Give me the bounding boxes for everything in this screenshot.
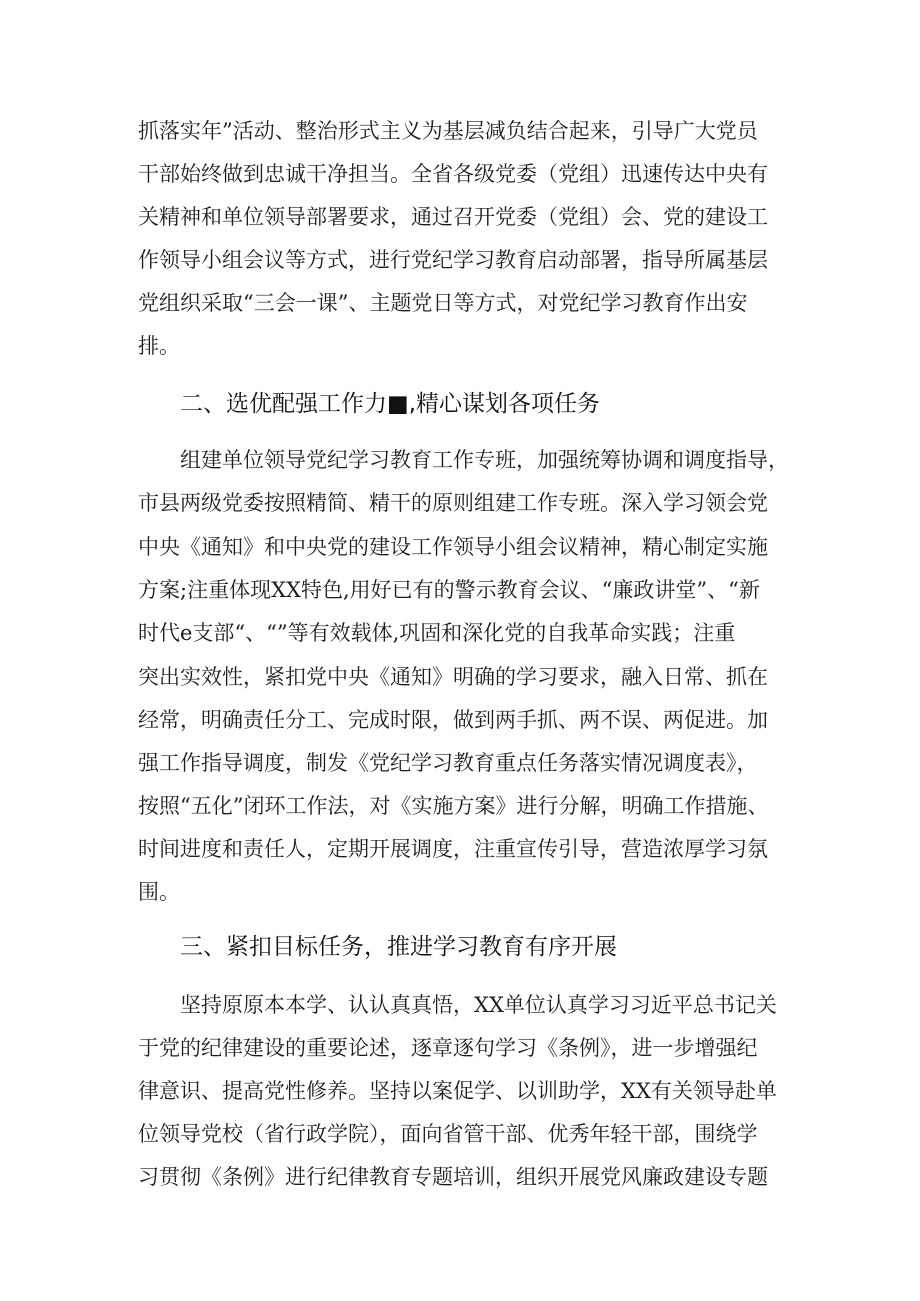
paragraph-line: 律意识、提高党性修养。坚持以案促学、以训助学，XX有关领导赴单 bbox=[138, 1079, 777, 1103]
paragraph-line: 围。 bbox=[138, 880, 180, 904]
paragraph-line: 坚持原原本本学、认认真真悟，XX单位认真学习习近平总书记关 bbox=[180, 993, 777, 1017]
paragraph-line: 突出实效性，紧扣党中央《通知》明确的学习要求，融入日常、抓在 bbox=[138, 665, 768, 689]
paragraph-line: 位领导党校（省行政学院），面向省管干部、优秀年轻干部，围绕学 bbox=[138, 1122, 758, 1146]
paragraph-line: 中央《通知》和中央党的建设工作领导小组会议精神，精心制定实施 bbox=[138, 535, 768, 559]
paragraph-line: 经常，明确责任分工、完成时限，做到两手抓、两不误、两促进。加 bbox=[138, 708, 768, 732]
section-heading-3: 三、紧扣目标任务，推进学习教育有序开展 bbox=[180, 934, 617, 960]
paragraph-line: 关精神和单位领导部署要求，通过召开党委（党组）会、党的建设工 bbox=[138, 205, 768, 229]
paragraph-line: 抓落实年”活动、整治形式主义为基层减负结合起来，引导广大党员 bbox=[138, 119, 758, 143]
paragraph-line: 时间进度和责任人，定期开展调度，注重宣传引导，营造浓厚学习氛 bbox=[138, 837, 768, 861]
paragraph-line: 方案;注重体现XX特色,用好已有的警示教育会议、“廉政讲堂”、“新 bbox=[138, 578, 760, 602]
paragraph-line: 市县两级党委按照精简、精干的原则组建工作专班。深入学习领会党 bbox=[138, 491, 768, 515]
paragraph-line: 强工作指导调度，制发《党纪学习教育重点任务落实情况调度表》， bbox=[138, 751, 758, 775]
section-heading-2: 二、选优配强工作力■,精心谋划各项任务 bbox=[180, 391, 601, 417]
paragraph-line: 干部始终做到忠诚干净担当。全省各级党委（党组）迅速传达中央有 bbox=[138, 162, 768, 186]
paragraph-line: 作领导小组会议等方式，进行党纪学习教育启动部署，指导所属基层 bbox=[138, 248, 768, 272]
paragraph-line: 党组织采取“三会一课”、主题党日等方式，对党纪学习教育作出安 bbox=[138, 291, 748, 315]
paragraph-line: 组建单位领导党纪学习教育工作专班，加强统筹协调和调度指导， bbox=[180, 448, 789, 472]
paragraph-line: 时代e支部“、“”等有效载体,巩固和深化党的自我革命实践；注重 bbox=[138, 621, 736, 645]
paragraph-line: 按照“五化”闭环工作法，对《实施方案》进行分解，明确工作措施、 bbox=[138, 794, 769, 818]
paragraph-line: 排。 bbox=[138, 334, 180, 358]
paragraph-line: 于党的纪律建设的重要论述，逐章逐句学习《条例》，进一步增强纪 bbox=[138, 1036, 758, 1060]
paragraph-line: 习贯彻《条例》进行纪律教育专题培训，组织开展党风廉政建设专题 bbox=[138, 1165, 768, 1189]
